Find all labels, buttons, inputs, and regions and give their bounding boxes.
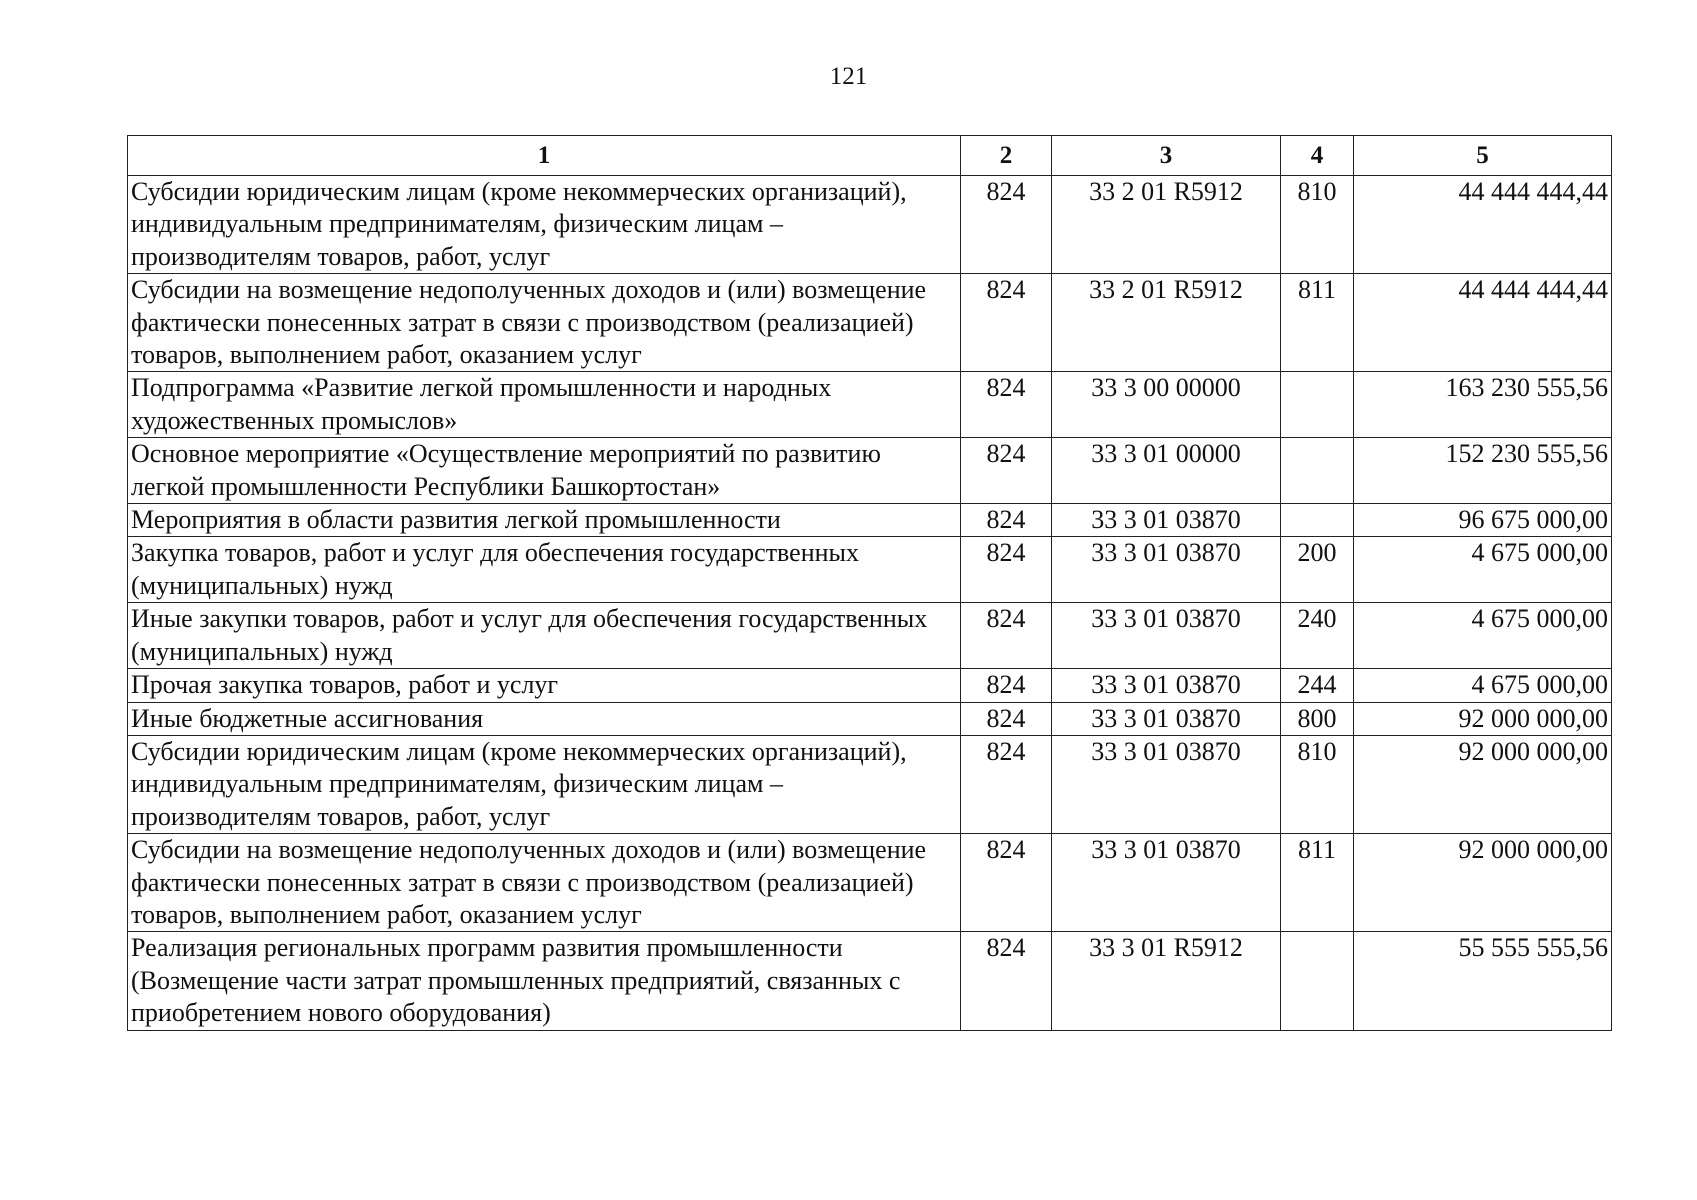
header-col-5: 5 [1354, 136, 1612, 176]
header-col-2: 2 [961, 136, 1052, 176]
row-ved: 824 [961, 274, 1052, 372]
row-vr: 810 [1281, 176, 1354, 274]
table-row [128, 669, 1612, 702]
row-csr: 33 3 01 03870 [1052, 702, 1281, 735]
row-vr: 240 [1281, 603, 1354, 669]
row-csr: 33 2 01 R5912 [1052, 176, 1281, 274]
table-row [128, 603, 1612, 669]
row-csr: 33 3 01 03870 [1052, 735, 1281, 833]
row-sum: 4 675 000,00 [1354, 603, 1612, 669]
row-ved: 824 [961, 176, 1052, 274]
row-name: Основное мероприятие «Осуществление мероприятий по развитию легкой промышленности Республики Башкортостан» [128, 438, 961, 504]
row-vr: 244 [1281, 669, 1354, 702]
row-sum: 44 444 444,44 [1354, 176, 1612, 274]
row-sum: 92 000 000,00 [1354, 834, 1612, 932]
header-col-4: 4 [1281, 136, 1354, 176]
row-vr: 810 [1281, 735, 1354, 833]
table-row [128, 438, 1612, 504]
table-row [128, 372, 1612, 438]
row-sum: 152 230 555,56 [1354, 438, 1612, 504]
row-name: Подпрограмма «Развитие легкой промышленности и народных художественных промыслов» [128, 372, 961, 438]
row-vr [1281, 504, 1354, 537]
row-vr [1281, 372, 1354, 438]
row-name: Субсидии юридическим лицам (кроме некоммерческих организаций), индивидуальным предпринимателям, физическим лицам – производителям товаров, работ, услуг [128, 176, 961, 274]
row-name: Субсидии на возмещение недополученных доходов и (или) возмещение фактически понесенных затрат в связи с производством (реализацией) товаров, выполнением работ, оказанием услуг [128, 834, 961, 932]
table-row [128, 702, 1612, 735]
row-name: Закупка товаров, работ и услуг для обеспечения государственных (муниципальных) нужд [128, 537, 961, 603]
table-row [128, 537, 1612, 603]
row-csr: 33 3 01 03870 [1052, 603, 1281, 669]
row-csr: 33 3 01 03870 [1052, 669, 1281, 702]
row-csr: 33 3 01 03870 [1052, 537, 1281, 603]
row-vr: 800 [1281, 702, 1354, 735]
row-sum: 4 675 000,00 [1354, 669, 1612, 702]
row-ved: 824 [961, 932, 1052, 1030]
table-row [128, 834, 1612, 932]
row-vr: 200 [1281, 537, 1354, 603]
row-vr [1281, 932, 1354, 1030]
table-header-row [128, 136, 1612, 176]
table-row [128, 504, 1612, 537]
row-sum: 92 000 000,00 [1354, 735, 1612, 833]
row-ved: 824 [961, 735, 1052, 833]
header-col-1: 1 [128, 136, 961, 176]
row-vr: 811 [1281, 274, 1354, 372]
row-ved: 824 [961, 537, 1052, 603]
row-ved: 824 [961, 834, 1052, 932]
row-name: Мероприятия в области развития легкой промышленности [128, 504, 961, 537]
row-name: Реализация региональных программ развития промышленности (Возмещение части затрат промышленных предприятий, связанных с приобретением нового оборудования) [128, 932, 961, 1030]
row-sum: 92 000 000,00 [1354, 702, 1612, 735]
row-ved: 824 [961, 504, 1052, 537]
row-sum: 4 675 000,00 [1354, 537, 1612, 603]
row-sum: 96 675 000,00 [1354, 504, 1612, 537]
table-row [128, 735, 1612, 833]
row-sum: 55 555 555,56 [1354, 932, 1612, 1030]
row-sum: 44 444 444,44 [1354, 274, 1612, 372]
row-vr [1281, 438, 1354, 504]
row-csr: 33 3 00 00000 [1052, 372, 1281, 438]
row-name: Прочая закупка товаров, работ и услуг [128, 669, 961, 702]
row-name: Субсидии юридическим лицам (кроме некоммерческих организаций), индивидуальным предпринимателям, физическим лицам – производителям товаров, работ, услуг [128, 735, 961, 833]
row-csr: 33 2 01 R5912 [1052, 274, 1281, 372]
row-vr: 811 [1281, 834, 1354, 932]
row-sum: 163 230 555,56 [1354, 372, 1612, 438]
row-ved: 824 [961, 669, 1052, 702]
table-row [128, 932, 1612, 1030]
row-ved: 824 [961, 603, 1052, 669]
row-name: Иные бюджетные ассигнования [128, 702, 961, 735]
row-name: Иные закупки товаров, работ и услуг для обеспечения государственных (муниципальных) нужд [128, 603, 961, 669]
row-ved: 824 [961, 702, 1052, 735]
table-row [128, 274, 1612, 372]
row-name: Субсидии на возмещение недополученных доходов и (или) возмещение фактически понесенных затрат в связи с производством (реализацией) товаров, выполнением работ, оказанием услуг [128, 274, 961, 372]
table-row [128, 176, 1612, 274]
page-number: 121 [829, 63, 868, 90]
row-csr: 33 3 01 R5912 [1052, 932, 1281, 1030]
row-csr: 33 3 01 03870 [1052, 504, 1281, 537]
row-csr: 33 3 01 03870 [1052, 834, 1281, 932]
header-col-3: 3 [1052, 136, 1281, 176]
row-csr: 33 3 01 00000 [1052, 438, 1281, 504]
row-ved: 824 [961, 372, 1052, 438]
budget-table [127, 135, 1612, 1031]
row-ved: 824 [961, 438, 1052, 504]
